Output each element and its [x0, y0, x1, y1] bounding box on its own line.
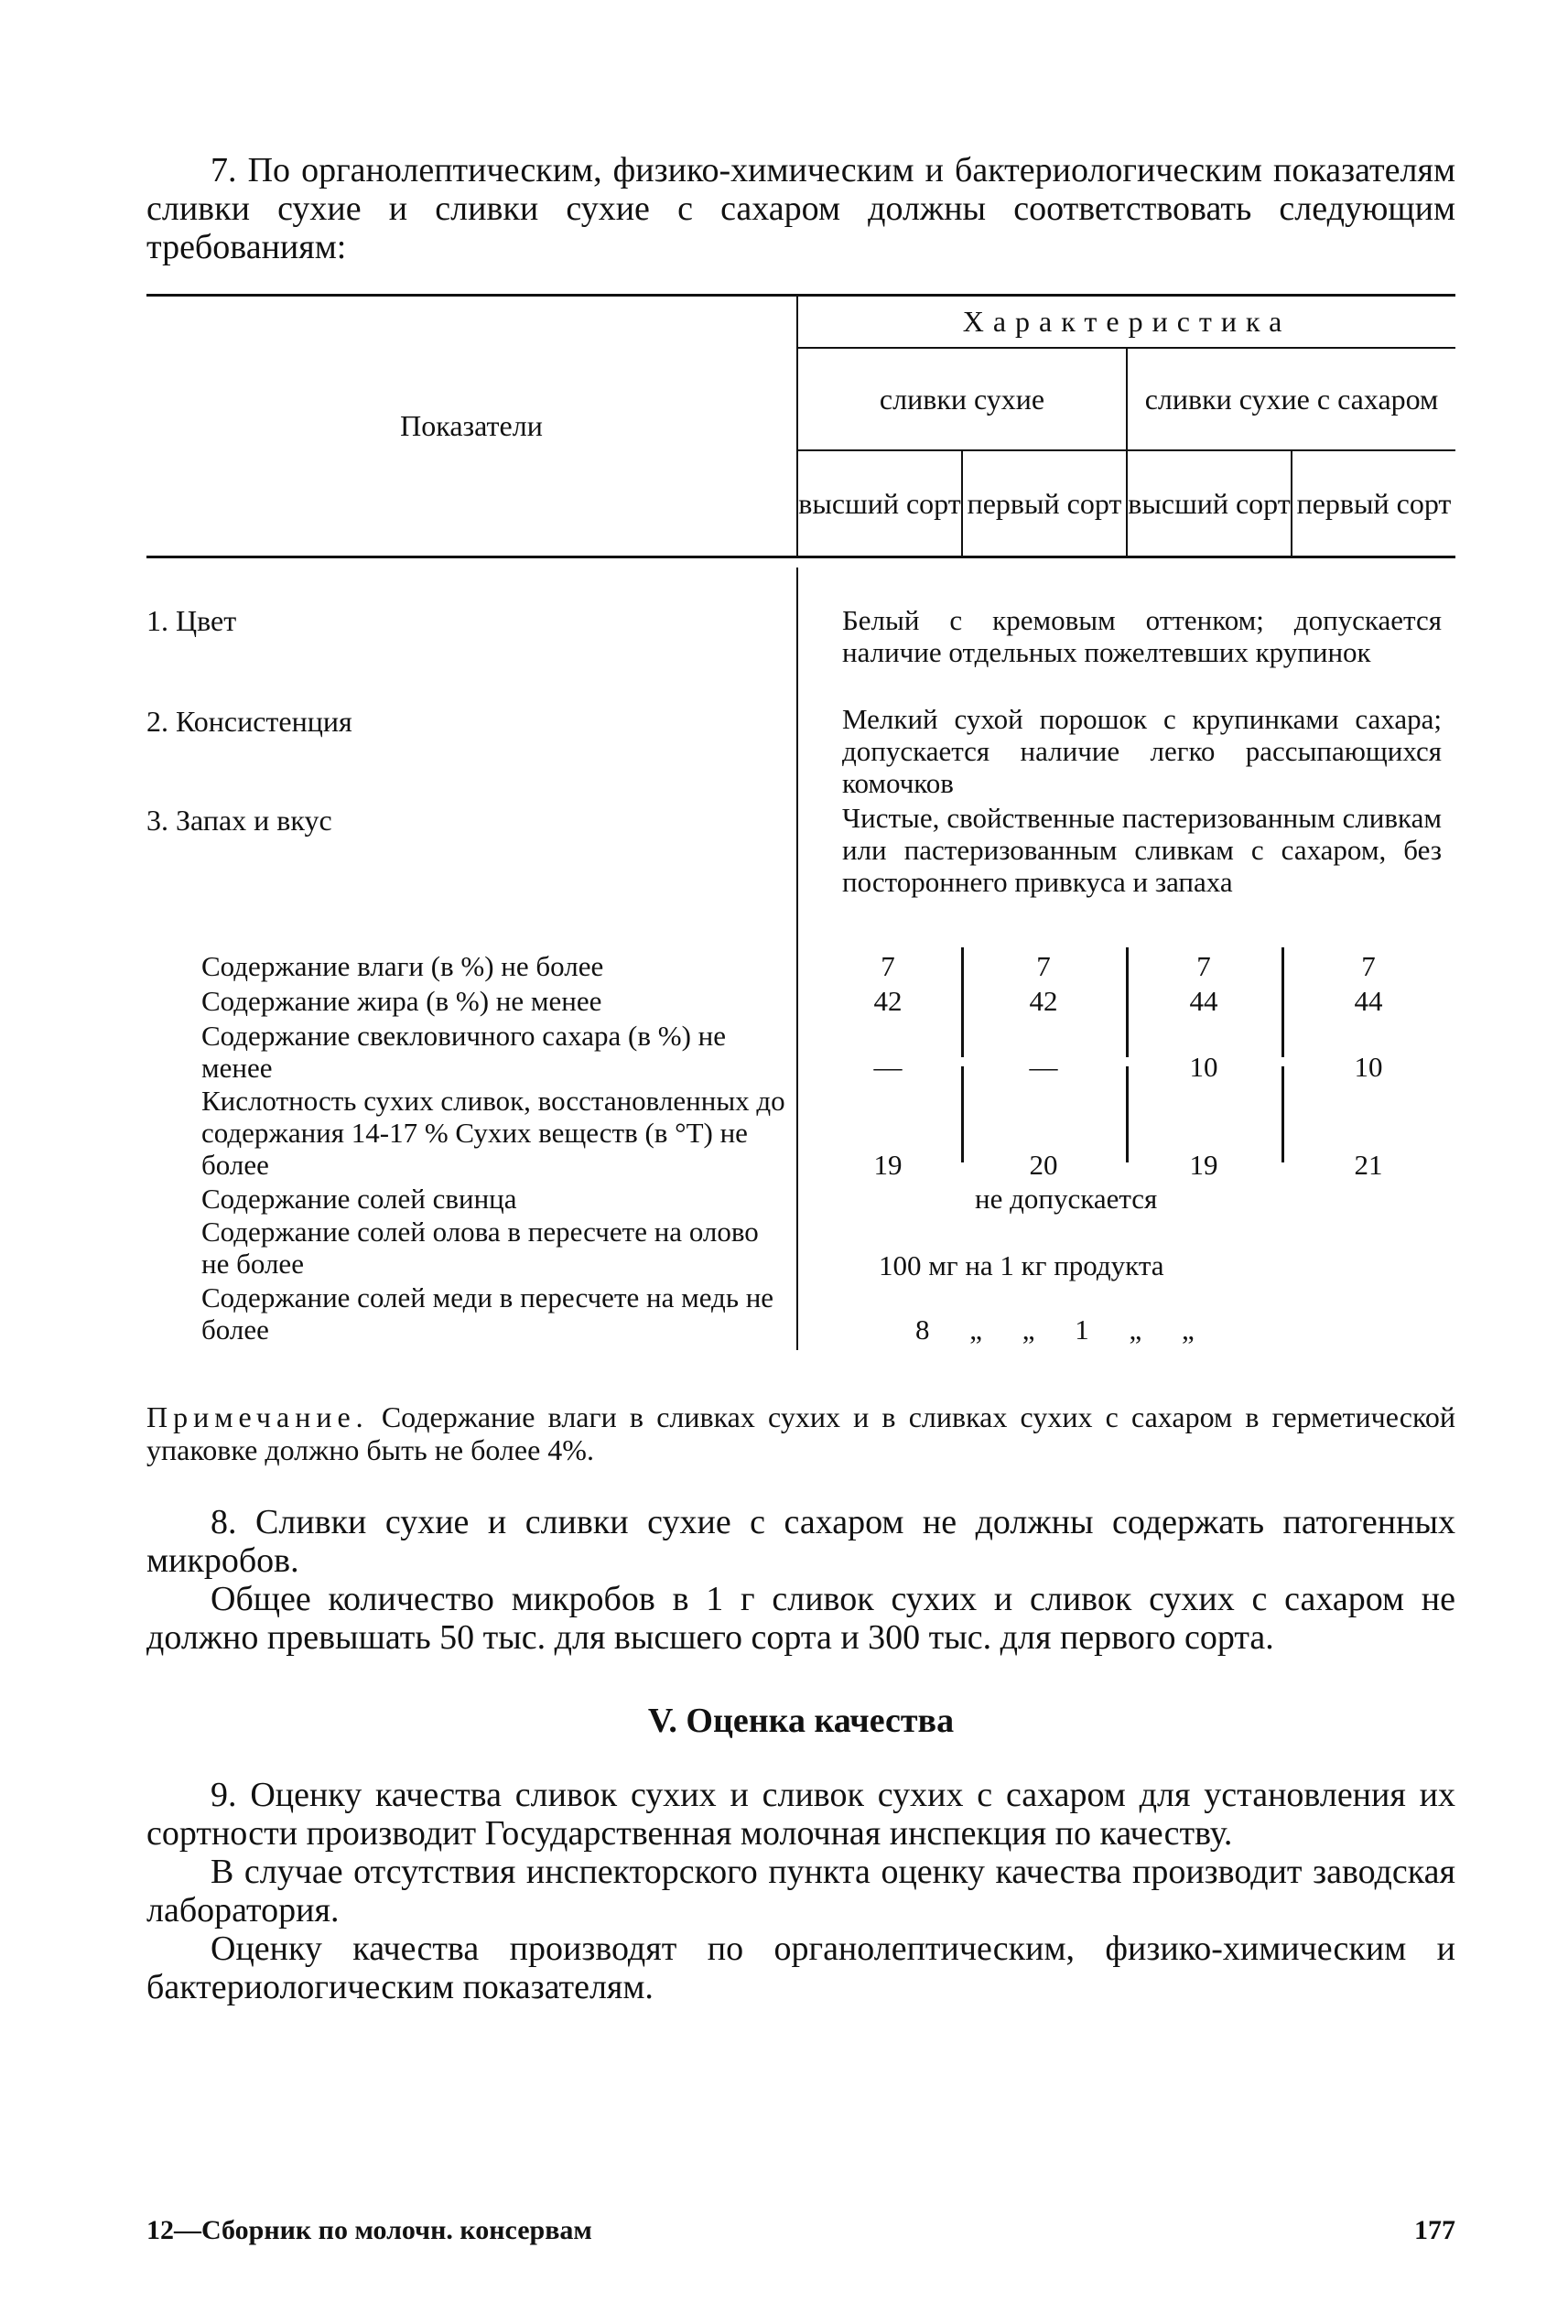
- table-body: [146, 558, 1455, 1364]
- cell-tin-value: 100 мг на 1 кг продукта: [879, 1249, 1164, 1281]
- cell-moisture-4: 7: [1361, 950, 1376, 982]
- table-note: [146, 1400, 1455, 1466]
- desc-smell-taste: Чистые, свойственные пастеризованным сливкам или пастеризованным сливкам с сахаром, без постороннего привкуса и запаха: [842, 802, 1442, 898]
- header-characteristic: Характеристика: [798, 297, 1455, 349]
- cell-sugar-3: 10: [1189, 1051, 1218, 1083]
- row-moisture-label: Содержание влаги (в %) не более: [201, 950, 604, 982]
- footer-signature: 12—Сборник по молочн. консервам: [146, 2215, 592, 2245]
- header-indicators: Показатели: [146, 297, 798, 556]
- cell-fat-4: 44: [1354, 985, 1383, 1017]
- paragraph-8: 8. Сливки сухие и сливки сухие с сахаром не должны содержать патогенных микробов.: [146, 1503, 1455, 1580]
- header-group-dry-cream: сливки сухие: [879, 383, 1045, 416]
- row-lead-label: Содержание солей свинца: [201, 1183, 517, 1215]
- section-title: V. Оценка качества: [647, 1702, 955, 1740]
- row-copper-label: Содержание солей меди в пересчете на медь не более: [201, 1281, 774, 1346]
- note-label: Примечание.: [146, 1400, 369, 1433]
- desc-color: Белый с кремовым оттенком; допускается наличие отдельных пожелтевших крупинок: [842, 604, 1442, 668]
- indicator-consistency: 2. Консистенция: [146, 705, 352, 738]
- cell-fat-3: 44: [1189, 985, 1218, 1017]
- header-sort-first-1: первый сорт: [961, 451, 1126, 556]
- cell-moisture-2: 7: [1036, 950, 1051, 982]
- table-divider: [796, 567, 798, 1350]
- cell-fat-1: 42: [873, 985, 903, 1017]
- cell-moisture-1: 7: [881, 950, 895, 982]
- paragraph-9b: В случае отсутствия инспекторского пункта оценку качества производит заводская лаборатория.: [146, 1853, 1455, 1929]
- requirements-table: [146, 294, 1455, 1364]
- header-sort-high-2: высший сорт: [1126, 451, 1291, 556]
- note-text: Содержание влаги в сливках сухих и в сливках сухих с сахаром в герметической упаковке должно быть не более 4%.: [146, 1400, 1456, 1466]
- cell-acidity-3: 19: [1189, 1149, 1218, 1181]
- header-sort-first-2: первый сорт: [1291, 451, 1455, 556]
- cell-acidity-2: 20: [1029, 1149, 1058, 1181]
- row-sugar-label: Содержание свекловичного сахара (в %) не менее: [201, 1020, 727, 1084]
- paragraph-8b: Общее количество микробов в 1 г сливок сухих и сливок сухих с сахаром не должно превышать 50 тыс. для высшего сорта и 300 тыс. для первого сорта.: [146, 1580, 1455, 1657]
- paragraph-9c: Оценку качества производят по органолептическим, физико-химическим и бактериологическим показателям.: [146, 1929, 1455, 2006]
- cell-moisture-3: 7: [1196, 950, 1211, 982]
- cell-sugar-1: —: [873, 1051, 903, 1083]
- page: [146, 151, 1455, 2006]
- paragraph-9: 9. Оценку качества сливок сухих и сливок сухих с сахаром для установления их сортности производит Государственная молочная инспекция по качеству.: [146, 1776, 1455, 1853]
- cell-sugar-2: —: [1029, 1051, 1058, 1083]
- page-footer: [146, 2215, 1455, 2246]
- cell-sugar-4: 10: [1354, 1051, 1383, 1083]
- indicator-smell-taste: 3. Запах и вкус: [146, 804, 332, 837]
- row-tin-label: Содержание солей олова в пересчете на олово не более: [201, 1216, 759, 1280]
- header-sort-high-1: высший сорт: [798, 487, 961, 520]
- indicator-color: 1. Цвет: [146, 604, 237, 637]
- row-fat-label: Содержание жира (в %) не менее: [201, 985, 602, 1017]
- desc-consistency: Мелкий сухой порошок с крупинками сахара; допускается наличие легко рассыпающихся комочков: [842, 703, 1442, 799]
- table-header: [146, 297, 1455, 556]
- paragraph-7: 7. По органолептическим, физико-химическим и бактериологическим показателям сливки сухие и сливки сухие с сахаром должны соответствовать следующим требованиям:: [146, 151, 1455, 266]
- cell-lead-value: не допускается: [975, 1183, 1158, 1215]
- cell-acidity-1: 19: [873, 1149, 903, 1181]
- cell-fat-2: 42: [1029, 985, 1058, 1017]
- header-group-dry-cream-sugar: сливки сухие с сахаром: [1126, 349, 1455, 449]
- row-acidity-label: Кислотность сухих сливок, восстановленных до содержания 14-17 % Сухих веществ (в °Т) не более: [201, 1085, 785, 1181]
- page-number: 177: [1414, 2215, 1455, 2245]
- cell-acidity-4: 21: [1354, 1149, 1383, 1181]
- cell-copper-value: 8 „ „ 1 „ „: [915, 1313, 1211, 1346]
